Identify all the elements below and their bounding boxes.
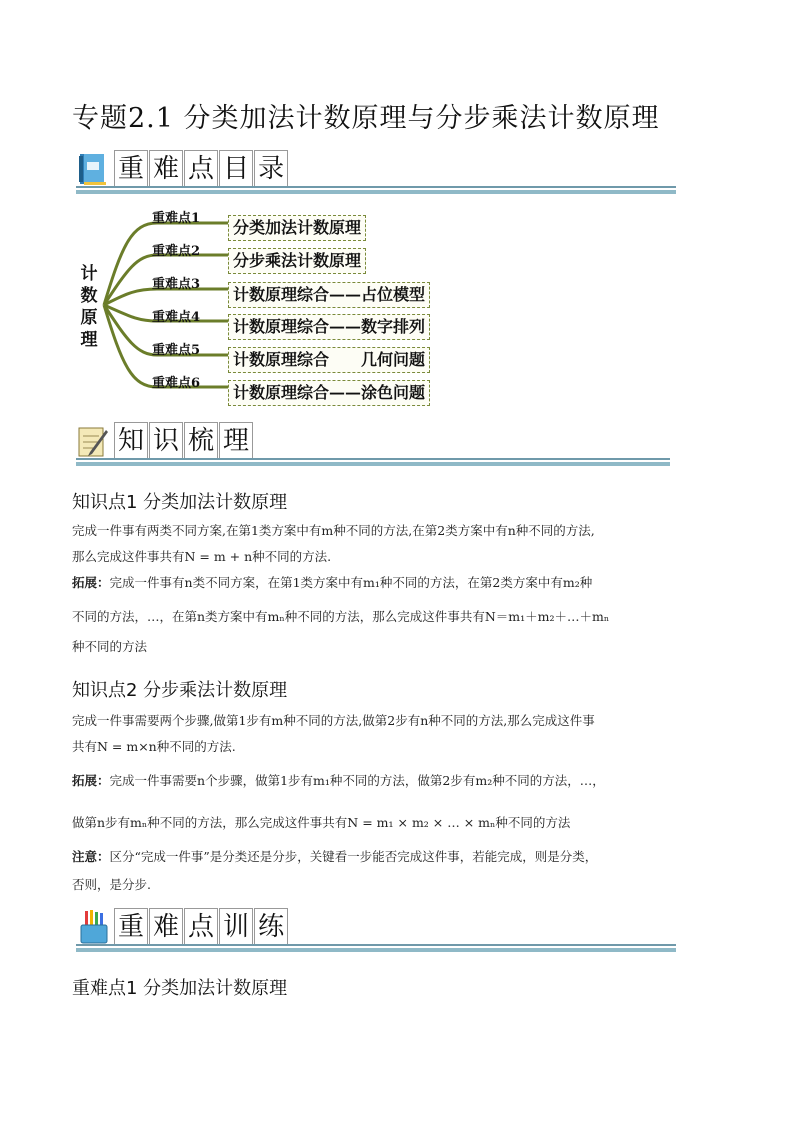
book-icon: [76, 152, 110, 186]
banner-title: 知 识 梳 理: [114, 422, 254, 459]
kp2-extension: 拓展：完成一件事需要n个步骤，做第1步有m₁种不同的方法，做第2步有m₂种不同的方法，…，: [72, 773, 605, 788]
branch-box: 分步乘法计数原理: [228, 248, 366, 274]
mindmap: [72, 205, 512, 410]
page-title: 专题2.1 分类加法计数原理与分步乘法计数原理: [72, 103, 660, 134]
kp1-extension: 拓展：完成一件事有n类不同方案，在第1类方案中有m₁种不同的方法，在第2类方案中有m₂种: [72, 575, 593, 590]
divider: [76, 458, 670, 460]
banner-title: 重 难 点 训 练: [114, 908, 289, 945]
kp2-note: 注意：区分“完成一件事”是分类还是分步，关键看一步能否完成这件事，若能完成，则是分类，: [72, 849, 598, 864]
kp1-heading: 知识点1 分类加法计数原理: [72, 492, 288, 513]
kp2-line1: 完成一件事需要两个步骤,做第1步有m种不同的方法,做第2步有n种不同的方法,那么完成这件事: [72, 713, 595, 728]
mindmap-root: 计 数 原 理: [80, 264, 98, 350]
branch-label: 重难点5: [152, 343, 201, 358]
section-banner-training: [76, 908, 676, 952]
kp1-ext2: 不同的方法，…，在第n类方案中有mₙ种不同的方法，那么完成这件事共有N＝m₁＋m₂＋…＋mₙ: [72, 609, 610, 624]
kp2-line2: 共有N = m×n种不同的方法.: [72, 739, 236, 754]
branch-box: 计数原理综合——涂色问题: [228, 380, 430, 406]
notepad-pen-icon: [76, 424, 110, 458]
branch-label: 重难点6: [152, 376, 201, 391]
kp2-ext2: 做第n步有mₙ种不同的方法，那么完成这件事共有N = m₁ × m₂ × … × mₙ种不同的方法: [72, 815, 571, 830]
banner-title: 重 难 点 目 录: [114, 150, 289, 187]
branch-label: 重难点4: [152, 310, 201, 325]
extension-label: 拓展：: [72, 575, 110, 590]
divider: [76, 948, 676, 952]
branch-label: 重难点1: [152, 211, 201, 226]
extension-label: 拓展：: [72, 773, 110, 788]
branch-box: 计数原理综合 几何问题: [228, 347, 430, 373]
divider: [76, 186, 676, 188]
divider: [76, 190, 676, 194]
kp2-note2: 否则，是分步.: [72, 877, 151, 892]
kp2-heading: 知识点2 分步乘法计数原理: [72, 680, 288, 701]
kp1-ext3: 种不同的方法: [72, 639, 148, 654]
kp1-line1: 完成一件事有两类不同方案,在第1类方案中有m种不同的方法,在第2类方案中有n种不同的方法,: [72, 523, 595, 538]
section-banner-knowledge: [76, 422, 670, 466]
pencil-cup-icon: [76, 910, 110, 944]
branch-box: 计数原理综合——占位模型: [228, 282, 430, 308]
branch-box: 计数原理综合——数字排列: [228, 314, 430, 340]
note-label: 注意：: [72, 849, 110, 864]
divider: [76, 944, 676, 946]
branch-label: 重难点2: [152, 244, 201, 259]
section-banner-contents: [76, 150, 676, 194]
section1-heading: 重难点1 分类加法计数原理: [72, 978, 288, 999]
divider: [76, 462, 670, 466]
kp1-line2: 那么完成这件事共有N = m + n种不同的方法.: [72, 549, 332, 564]
branch-box: 分类加法计数原理: [228, 215, 366, 241]
branch-label: 重难点3: [152, 277, 201, 292]
